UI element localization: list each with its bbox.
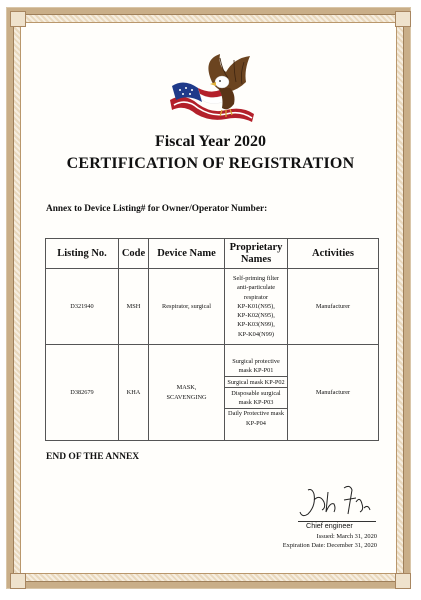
cell-code: MSH: [119, 269, 149, 345]
cell-proprietary-names: [225, 345, 288, 441]
cell-activities: Manufacturer: [288, 345, 379, 441]
certificate-title: CERTIFICATION OF REGISTRATION: [66, 155, 355, 172]
device-listing-table: [45, 238, 379, 441]
cell-device-name: Respirator, surgical: [149, 269, 225, 345]
header-listing-no: Listing No.: [46, 239, 119, 269]
proprietary-line: KP-K03(N99),: [237, 321, 275, 329]
cell-listing-no: D382679: [46, 345, 119, 441]
annex-heading: Annex to Device Listing# for Owner/Operator Number:: [46, 204, 268, 214]
issued-date: Issued: March 31, 2020: [316, 533, 377, 540]
signature: [294, 478, 374, 522]
proprietary-line: Self-priming filter: [233, 275, 279, 283]
border-corner-top-left: [10, 11, 26, 27]
header-activities: Activities: [288, 239, 379, 269]
signatory-title: Chief engineer: [306, 521, 353, 530]
proprietary-line: KP-K01(N95),: [237, 302, 275, 310]
table-row: [46, 345, 379, 441]
fiscal-year-title: Fiscal Year 2020: [154, 133, 267, 150]
proprietary-name-item: Surgical protective mask KP-P01: [225, 357, 287, 377]
cell-listing-no: D321940: [46, 269, 119, 345]
cell-device-name: MASK, SCAVENGING: [149, 345, 225, 441]
header-code: Code: [119, 239, 149, 269]
table-row: [46, 269, 379, 345]
border-corner-top-right: [395, 11, 411, 27]
proprietary-line: anti-particulate: [236, 284, 276, 292]
cell-activities: Manufacturer: [288, 269, 379, 345]
header-device-name: Device Name: [149, 239, 225, 269]
end-of-annex-label: END OF THE ANNEX: [46, 452, 140, 462]
proprietary-line: respirator: [243, 293, 269, 301]
border-corner-bottom-left: [10, 573, 26, 589]
cell-code: KHA: [119, 345, 149, 441]
proprietary-line: KP-K04(N99): [237, 330, 275, 338]
expiration-date: Expiration Date: December 31, 2020: [282, 542, 377, 549]
proprietary-name-item: Daily Protective mask KP-P04: [228, 410, 284, 427]
proprietary-line: KP-K02(N95),: [237, 312, 275, 320]
cell-proprietary-names: [225, 269, 288, 345]
eagle-flag-icon: [164, 52, 260, 132]
proprietary-name-item: Disposable surgical mask KP-P03: [225, 388, 287, 408]
header-proprietary-names: Proprietary Names: [225, 239, 288, 269]
table-header-row: [46, 239, 379, 269]
border-corner-bottom-right: [395, 573, 411, 589]
proprietary-name-item: Surgical mask KP-P02: [225, 377, 287, 388]
